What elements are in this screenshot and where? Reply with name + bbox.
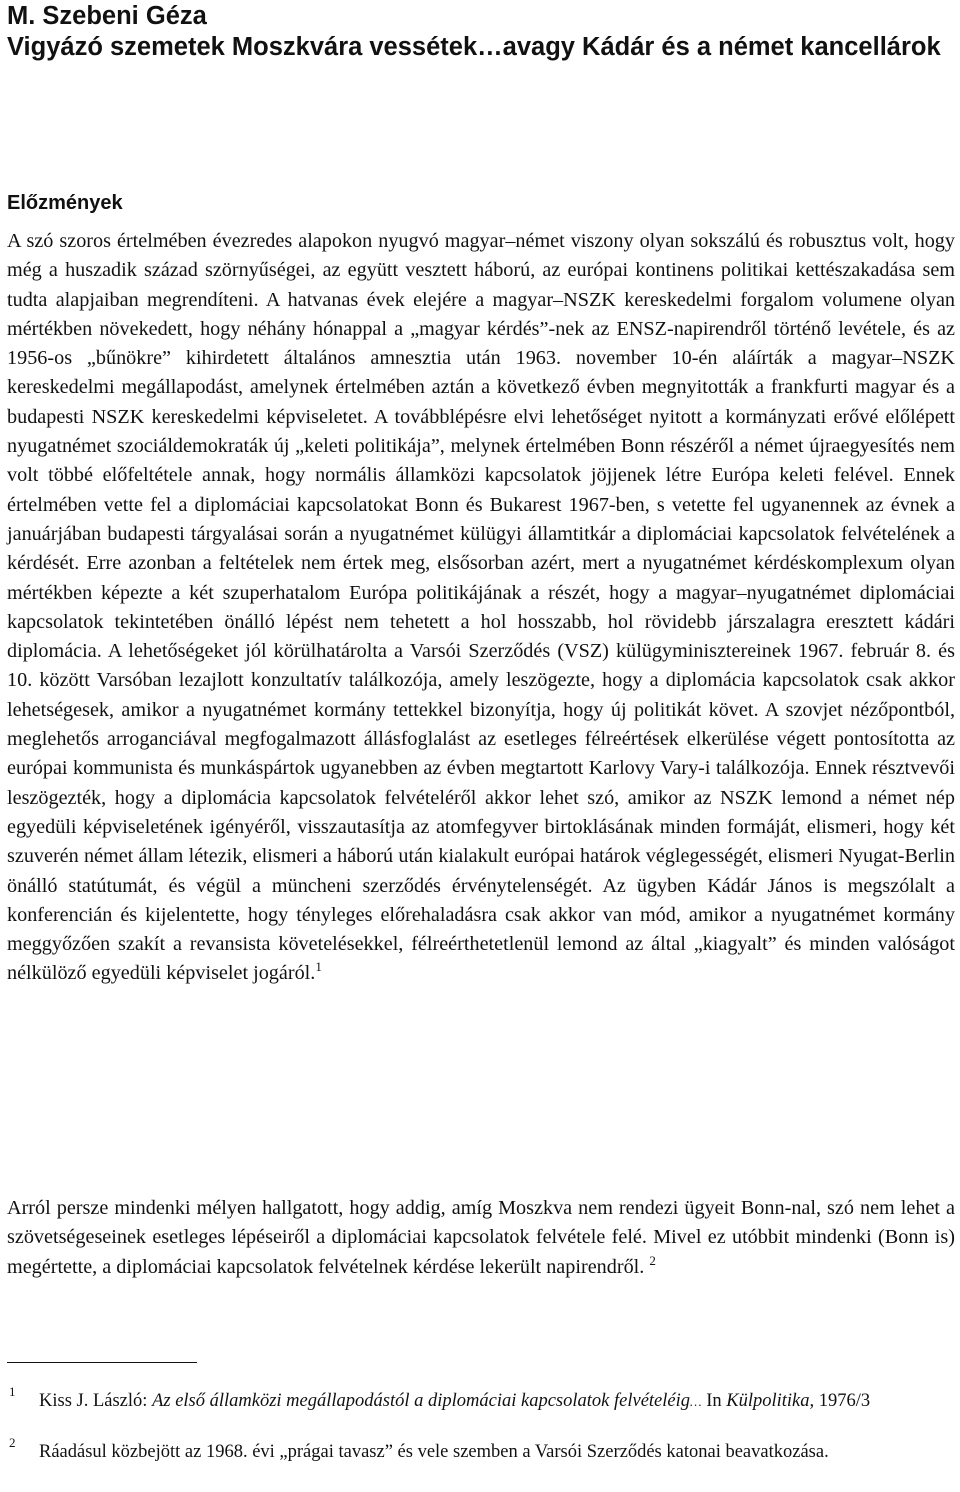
footnote-2-mark: 2 bbox=[9, 1435, 16, 1450]
body-paragraph-1 bbox=[7, 227, 955, 989]
paragraph-1-text: A szó szoros értelmében évezredes alapokon nyugvó magyar–német viszony olyan sokszálú és robusztus volt, hogy még a huszadik század szörnyűségei, az együtt vesztett háború, az európai kontinens politikai kettészakadása sem tudta alapjaiban megrendíteni. A hatvanas évek elejére a magyar–NSZK kereskedelmi forgalom volumene olyan mértékben növekedett, hogy néhány hónappal a „magyar kérdés”-nek az ENSZ-napirendről történő levétele, és az 1956-os „bűnökre” kihirdetett általános amnesztia után 1963. november 10-én aláírták a magyar–NSZK kereskedelmi megállapodást, amelynek értelmében aztán a következő évben megnyitották a frankfurti magyar és a budapesti NSZK kereskedelmi képviseletet. A továbblépésre elvi lehetőséget nyitott a kormányzati erővé előlépett nyugatnémet szociáldemokraták új „keleti politikája”, melynek értelmében Bonn részéről a német újraegyesítés nem volt többé előfeltétele annak, hogy normális államközi kapcsolatok jöjjenek létre Európa keleti felével. Ennek értelmében vette fel a diplomáciai kapcsolatokat Bonn és Bukarest 1967-ben, s vetette fel ugyanennek az évnek a januárjában budapesti tárgyalásai során a nyugatnémet külügyi államtitkár a diplomáciai kapcsolatok felvételének a kérdését. Erre azonban a feltételek nem értek meg, elsősorban azért, mert a nyugatnémet kérdéskomplexum olyan mértékben képezte a két szuperhatalom Európa politikájának a részét, hogy a magyar–nyugatnémet diplomáciai kapcsolatok tekintetében önálló lépést nem tehetett a hol hosszabb, hol rövidebb járszalagra eresztett kádári diplomácia. A lehetőségeket jól körülhatárolta a Varsói Szerződés (VSZ) külügyminisztereinek 1967. február 8. és 10. között Varsóban lezajlott konzultatív találkozója, amely leszögezte, hogy a diplomácia kapcsolatok csak akkor lehetségesek, amikor a nyugatnémet kormány tettekkel bizonyítja, hogy új politikát követ. A szovjet nézőpontból, meglehetős arroganciával megfogalmazott állásfoglalást az esetleges félreértések elkerülése végett pontosította az európai kommunista és munkáspártok ugyanebben az évben megtartott Karlovy Vary-i találkozója. Ennek résztvevői leszögezték, hogy a diplomácia kapcsolatok felvételéről akkor lehet szó, amikor az NSZK lemond a német nép egyedüli képviseletének igényéről, visszautasítja az atomfegyver birtoklásának minden formáját, elismeri, hogy két szuverén német állam létezik, elismeri a háború után kialakult európai határok véglegességét, elismeri Nyugat-Berlin önálló statútumát, és végül a müncheni szerződés érvénytelenségét. Az ügyben Kádár János is megszólalt a konferencián és kijelentette, hogy tényleges előrehaladásra csak akkor van mód, amikor a nyugatnémet kormány meggyőzően szakít a revansista követelésekkel, félreérthetetlenül lemond az által „kiagyalt” és minden valóságot nélkülöző egyedüli képviselet jogáról. bbox=[7, 230, 955, 985]
footnote-1-issue: 1976/3 bbox=[814, 1391, 871, 1411]
footnote-1 bbox=[7, 1384, 955, 1414]
footnote-2 bbox=[7, 1435, 955, 1465]
footnote-separator bbox=[7, 1362, 197, 1363]
document-page bbox=[7, 0, 955, 1462]
footnote-1-in: In bbox=[701, 1391, 727, 1411]
body-paragraph-2 bbox=[7, 1194, 955, 1282]
footnote-1-author: Kiss J. László: bbox=[39, 1391, 153, 1411]
footnote-1-body bbox=[39, 1389, 955, 1414]
document-title: Vigyázó szemetek Moszkvára vessétek…avagy Kádár és a német kancellárok bbox=[7, 33, 941, 61]
footnote-1-ellipsis: … bbox=[690, 1394, 702, 1409]
paragraph-2-text: Arról persze mindenki mélyen hallgatott, hogy addig, amíg Moszkva nem rendezi ügyeit Bonn-nal, szó nem lehet a szövetségeseinek esetleges lépéseiről a diplomáciai kapcsolatok felvétele felé. Mivel ez utóbbit mindenki (Bonn is) megértette, a diplomáciai kapcsolatok felvételnek kérdése lekerült napirendről. bbox=[7, 1197, 955, 1278]
footnote-1-journal: Külpolitika, bbox=[726, 1391, 815, 1411]
footnote-1-title: Az első államközi megállapodástól a diplomáciai kapcsolatok felvételéig bbox=[152, 1391, 691, 1411]
footnote-2-body: Ráadásul közbejött az 1968. évi „prágai tavasz” és vele szemben a Varsói Szerződés katonai beavatkozása. bbox=[39, 1442, 829, 1462]
footnote-ref-1[interactable]: 1 bbox=[315, 959, 322, 975]
footnote-ref-2[interactable]: 2 bbox=[649, 1252, 656, 1268]
author-name: M. Szebeni Géza bbox=[7, 2, 207, 30]
footnote-1-mark: 1 bbox=[9, 1384, 16, 1399]
section-heading: Előzmények bbox=[7, 192, 123, 214]
